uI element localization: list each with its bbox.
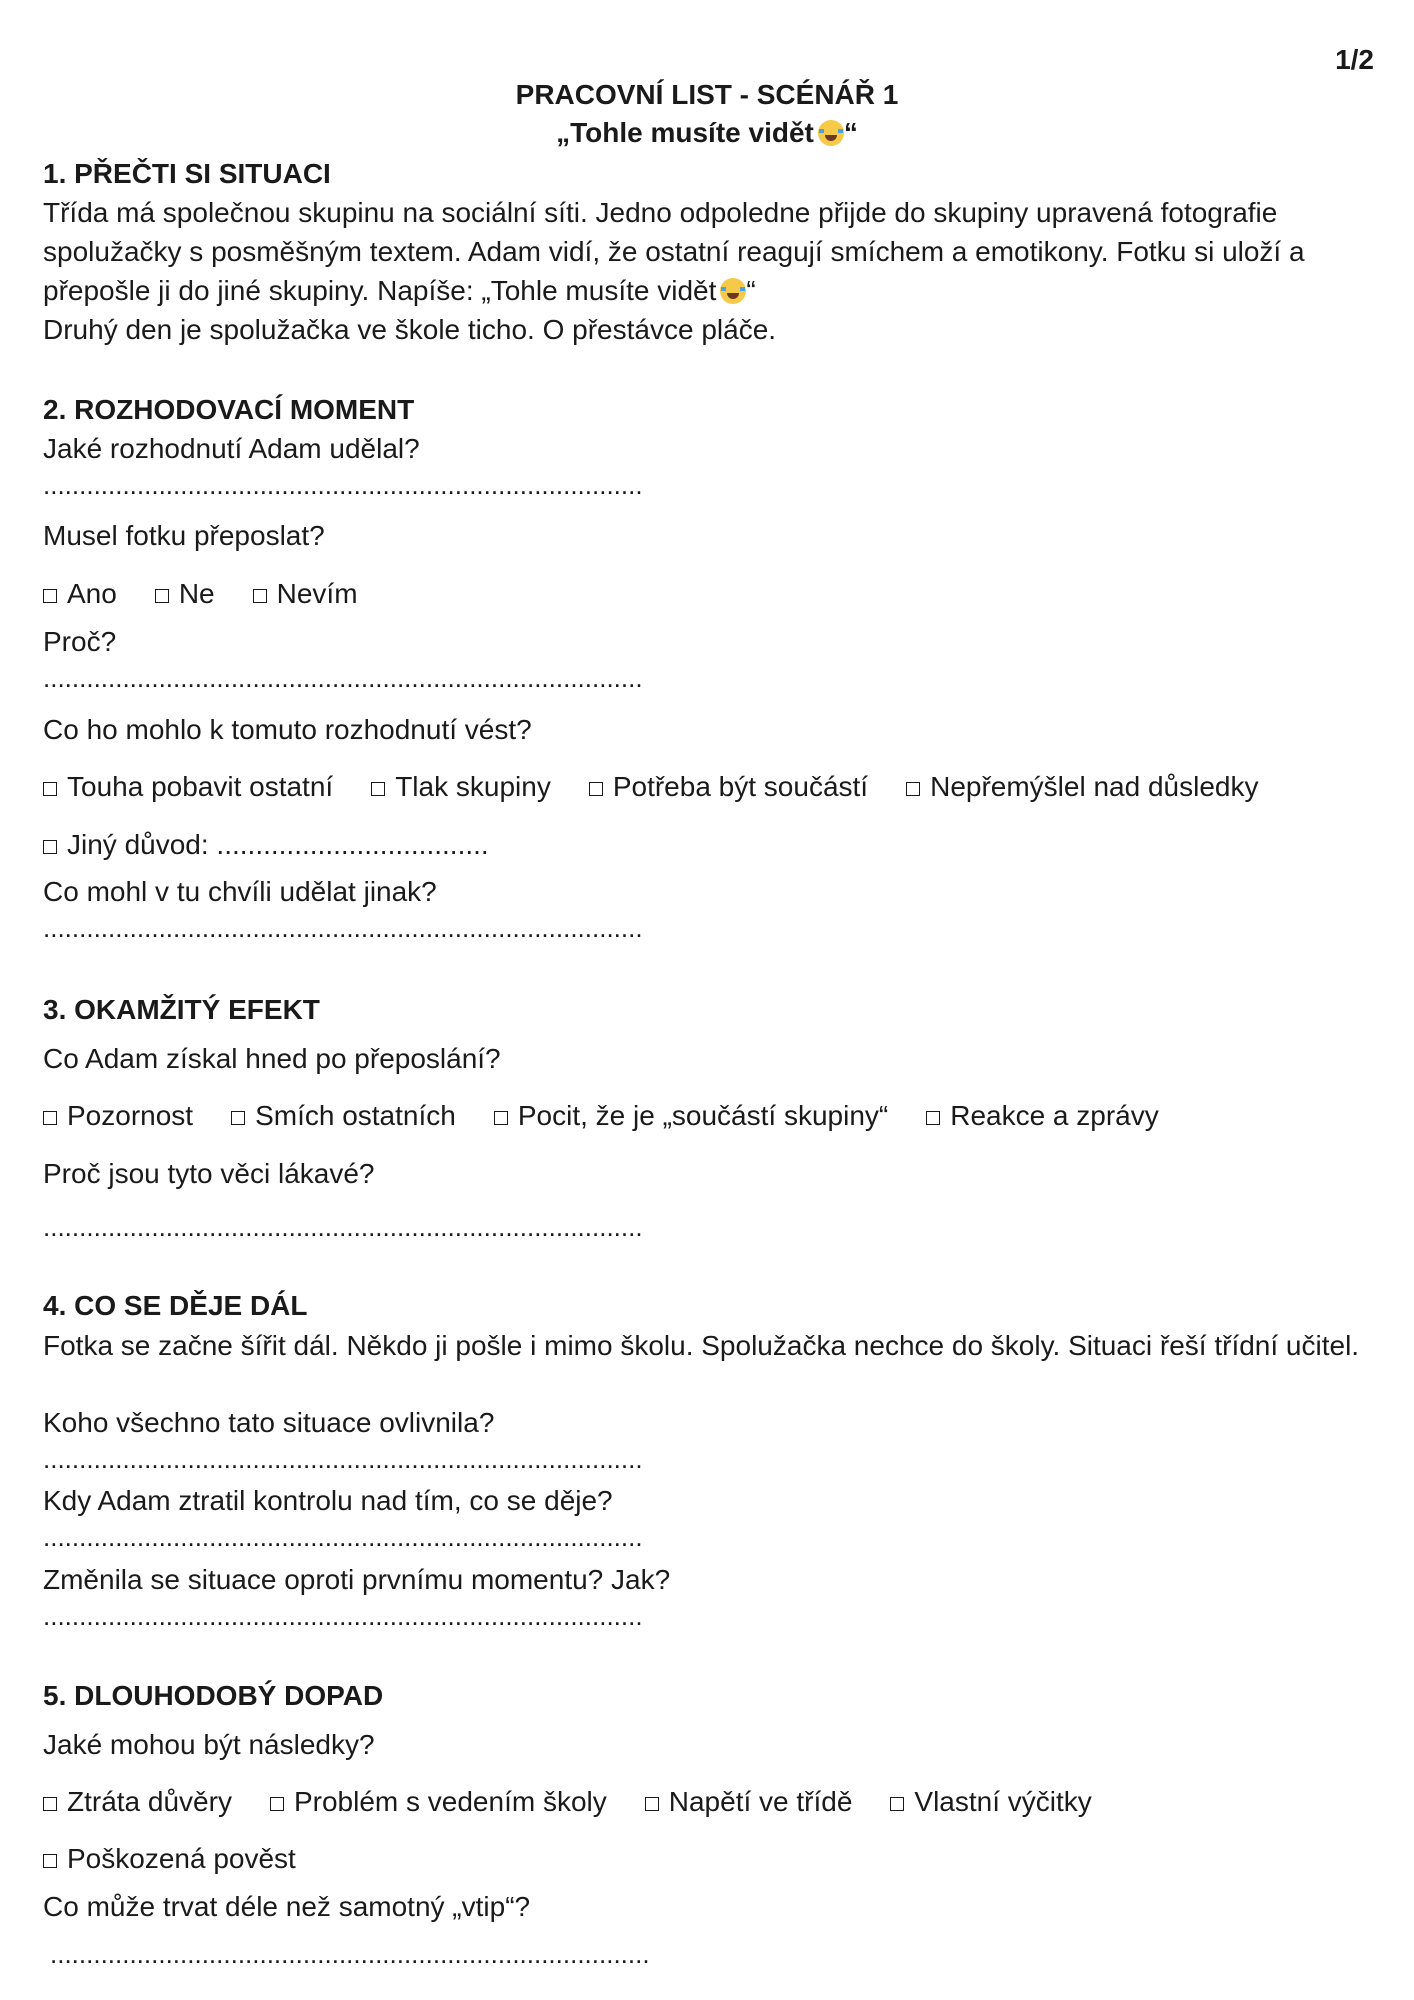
page-number: 1/2 xyxy=(1335,44,1374,75)
answer-line[interactable]: ................................................................................... xyxy=(43,913,643,943)
checkbox-icon[interactable] xyxy=(645,1797,659,1811)
checkbox-option[interactable]: Nevím xyxy=(253,575,358,613)
answer-line[interactable]: ................................................................................... xyxy=(43,1444,643,1474)
checkbox-option[interactable]: Ne xyxy=(155,575,215,613)
answer-line[interactable]: ................................................................................... xyxy=(43,1522,643,1552)
question-lasting: Co může trvat déle než samotný „vtip“? xyxy=(43,1891,531,1922)
checkbox-icon[interactable] xyxy=(155,589,169,603)
checkbox-icon[interactable] xyxy=(926,1111,940,1125)
answer-line[interactable]: ................................................................................... xyxy=(43,470,643,500)
checkbox-option[interactable]: Smích ostatních xyxy=(231,1097,456,1135)
section-1-text-2: Druhý den je spolužačka ve škole ticho. O přestávce pláče. xyxy=(43,314,777,345)
question-alternative: Co mohl v tu chvíli udělat jinak? xyxy=(43,876,437,907)
checkbox-icon[interactable] xyxy=(43,1797,57,1811)
section-1-text: Třída má společnou skupinu na sociální síti. Jedno odpoledne přijde do skupiny upravená fotografie spolužačky s posměšným textem. Adam vidí, že ostatní reagují smíchem a emotikony. Fotku si uloží a přepošle ji do jiné skupiny. Napíše: „Tohle musíte vidět “ xyxy=(43,197,1305,306)
section-4-heading: 4. CO SE DĚJE DÁL xyxy=(43,1290,308,1321)
answer-line[interactable]: ................................................................................... xyxy=(43,1212,643,1242)
options-gain xyxy=(43,1097,1197,1135)
worksheet-subtitle: „Tohle musíte vidět “ xyxy=(556,117,858,148)
checkbox-option[interactable]: Poškozená pověst xyxy=(43,1840,296,1878)
question-affected: Koho všechno tato situace ovlivnila? xyxy=(43,1407,495,1438)
checkbox-option[interactable]: Napětí ve třídě xyxy=(645,1783,853,1821)
checkbox-icon[interactable] xyxy=(270,1797,284,1811)
checkbox-icon[interactable] xyxy=(253,589,267,603)
checkbox-icon[interactable] xyxy=(906,782,920,796)
question-forward: Musel fotku přeposlat? xyxy=(43,520,325,551)
checkbox-option[interactable]: Pozornost xyxy=(43,1097,193,1135)
checkbox-icon[interactable] xyxy=(371,782,385,796)
checkbox-option[interactable]: Vlastní výčitky xyxy=(890,1783,1091,1821)
checkbox-icon[interactable] xyxy=(43,1111,57,1125)
checkbox-icon[interactable] xyxy=(231,1111,245,1125)
checkbox-icon[interactable] xyxy=(589,782,603,796)
checkbox-option[interactable]: Problém s vedením školy xyxy=(270,1783,607,1821)
tears-of-joy-emoji-icon xyxy=(818,120,844,146)
question-consequences: Jaké mohou být následky? xyxy=(43,1729,375,1760)
options-consequences xyxy=(43,1783,1130,1821)
section-4-text: Fotka se začne šířit dál. Někdo ji pošle i mimo školu. Spolužačka nechce do školy. Situaci řeší třídní učitel. xyxy=(43,1330,1360,1361)
option-other-reason xyxy=(43,826,527,864)
question-control: Kdy Adam ztratil kontrolu nad tím, co se děje? xyxy=(43,1485,613,1516)
answer-line[interactable]: ................................................................................... xyxy=(43,663,643,693)
section-1-heading: 1. PŘEČTI SI SITUACI xyxy=(43,158,331,189)
checkbox-option[interactable]: Reakce a zprávy xyxy=(926,1097,1159,1135)
checkbox-icon[interactable] xyxy=(890,1797,904,1811)
section-2-heading: 2. ROZHODOVACÍ MOMENT xyxy=(43,394,415,425)
tears-of-joy-emoji-icon xyxy=(720,278,746,304)
question-why: Proč? xyxy=(43,626,117,657)
question-decision: Jaké rozhodnutí Adam udělal? xyxy=(43,433,420,464)
checkbox-icon[interactable] xyxy=(43,1854,57,1868)
checkbox-icon[interactable] xyxy=(43,840,57,854)
options-reasons xyxy=(43,768,1296,806)
answer-line[interactable]: ................................................................................... xyxy=(43,1601,643,1631)
checkbox-option[interactable]: Jiný důvod: ................................... xyxy=(43,826,489,864)
options-forward xyxy=(43,575,396,613)
checkbox-option[interactable]: Ztráta důvěry xyxy=(43,1783,232,1821)
checkbox-option[interactable]: Pocit, že je „součástí skupiny“ xyxy=(494,1097,888,1135)
section-3-heading: 3. OKAMŽITÝ EFEKT xyxy=(43,994,320,1025)
checkbox-option[interactable]: Nepřemýšlel nad důsledky xyxy=(906,768,1258,806)
question-reasons: Co ho mohlo k tomuto rozhodnutí vést? xyxy=(43,714,532,745)
question-tempting: Proč jsou tyto věci lákavé? xyxy=(43,1158,375,1189)
checkbox-option[interactable]: Tlak skupiny xyxy=(371,768,551,806)
checkbox-icon[interactable] xyxy=(494,1111,508,1125)
checkbox-icon[interactable] xyxy=(43,589,57,603)
section-5-heading: 5. DLOUHODOBÝ DOPAD xyxy=(43,1680,384,1711)
option-reputation xyxy=(43,1840,334,1878)
checkbox-option[interactable]: Touha pobavit ostatní xyxy=(43,768,333,806)
question-gain: Co Adam získal hned po přeposlání? xyxy=(43,1043,501,1074)
checkbox-icon[interactable] xyxy=(43,782,57,796)
question-change: Změnila se situace oproti prvnímu momentu? Jak? xyxy=(43,1564,671,1595)
answer-line[interactable]: ................................................................................... xyxy=(50,1939,650,1969)
checkbox-option[interactable]: Potřeba být součástí xyxy=(589,768,868,806)
worksheet-title: PRACOVNÍ LIST - SCÉNÁŘ 1 xyxy=(515,79,899,110)
checkbox-option[interactable]: Ano xyxy=(43,575,117,613)
